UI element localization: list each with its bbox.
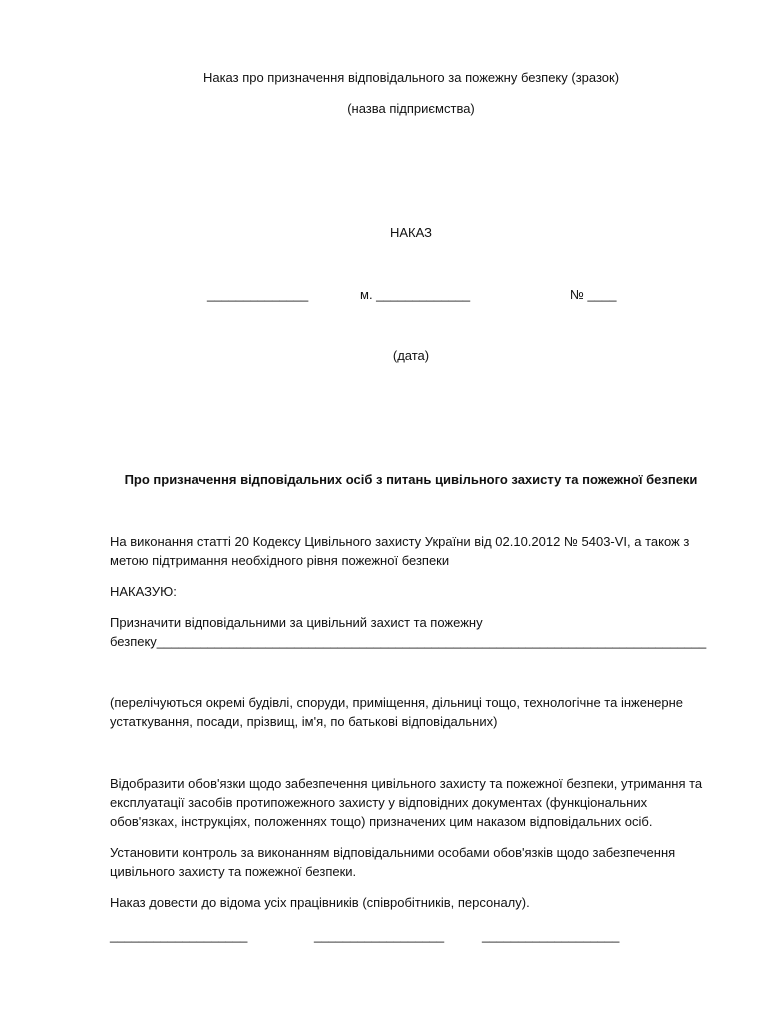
- control-line-2: цивільного захисту та пожежної безпеки.: [110, 864, 357, 879]
- duties-line-3: обов'язках, інструкціях, положеннях тощо) призначених цим наказом відповідальних осіб.: [110, 814, 653, 829]
- company-name-placeholder: (назва підприємства): [347, 101, 475, 116]
- date-caption: (дата): [392, 348, 430, 363]
- order-number-blank-line: № ____: [570, 287, 617, 302]
- order-subject: Про призначення відповідальних осіб з питань цивільного захисту та пожежної безпеки: [124, 472, 698, 487]
- signature-line-1: ___________________: [110, 928, 248, 943]
- date-blank-line: ______________: [207, 287, 309, 302]
- city-blank-line: м. _____________: [360, 287, 471, 302]
- appoint-line-1: Призначити відповідальними за цивільний захист та пожежну: [110, 615, 483, 630]
- order-heading: НАКАЗ: [389, 225, 432, 240]
- signature-line-3: ___________________: [482, 928, 620, 943]
- duties-line-2: експлуатації засобів протипожежного захисту у відповідних документах (функціональних: [110, 795, 648, 810]
- document-title: Наказ про призначення відповідального за пожежну безпеку (зразок): [202, 70, 620, 85]
- signature-line-2: __________________: [314, 928, 445, 943]
- appoint-line-2: безпеку____________________________________________________________________________: [110, 634, 707, 649]
- preamble-line-2: метою підтримання необхідного рівня пожежної безпеки: [110, 553, 450, 568]
- order-word: НАКАЗУЮ:: [110, 584, 177, 599]
- control-line-1: Установити контроль за виконанням відповідальними особами обов'язків щодо забезпечення: [110, 845, 676, 860]
- inform-line: Наказ довести до відома усіх працівників (співробітників, персоналу).: [110, 895, 530, 910]
- listing-note-line-2: устаткування, посади, прізвищ, ім'я, по батькові відповідальних): [110, 714, 498, 729]
- preamble-line-1: На виконання статті 20 Кодексу Цивільного захисту України від 02.10.2012 № 5403-VI, а також з: [110, 534, 690, 549]
- duties-line-1: Відобразити обов'язки щодо забезпечення цивільного захисту та пожежної безпеки, утримання та: [110, 776, 703, 791]
- listing-note-line-1: (перелічуються окремі будівлі, споруди, приміщення, дільниці тощо, технологічне та інженерне: [110, 695, 684, 710]
